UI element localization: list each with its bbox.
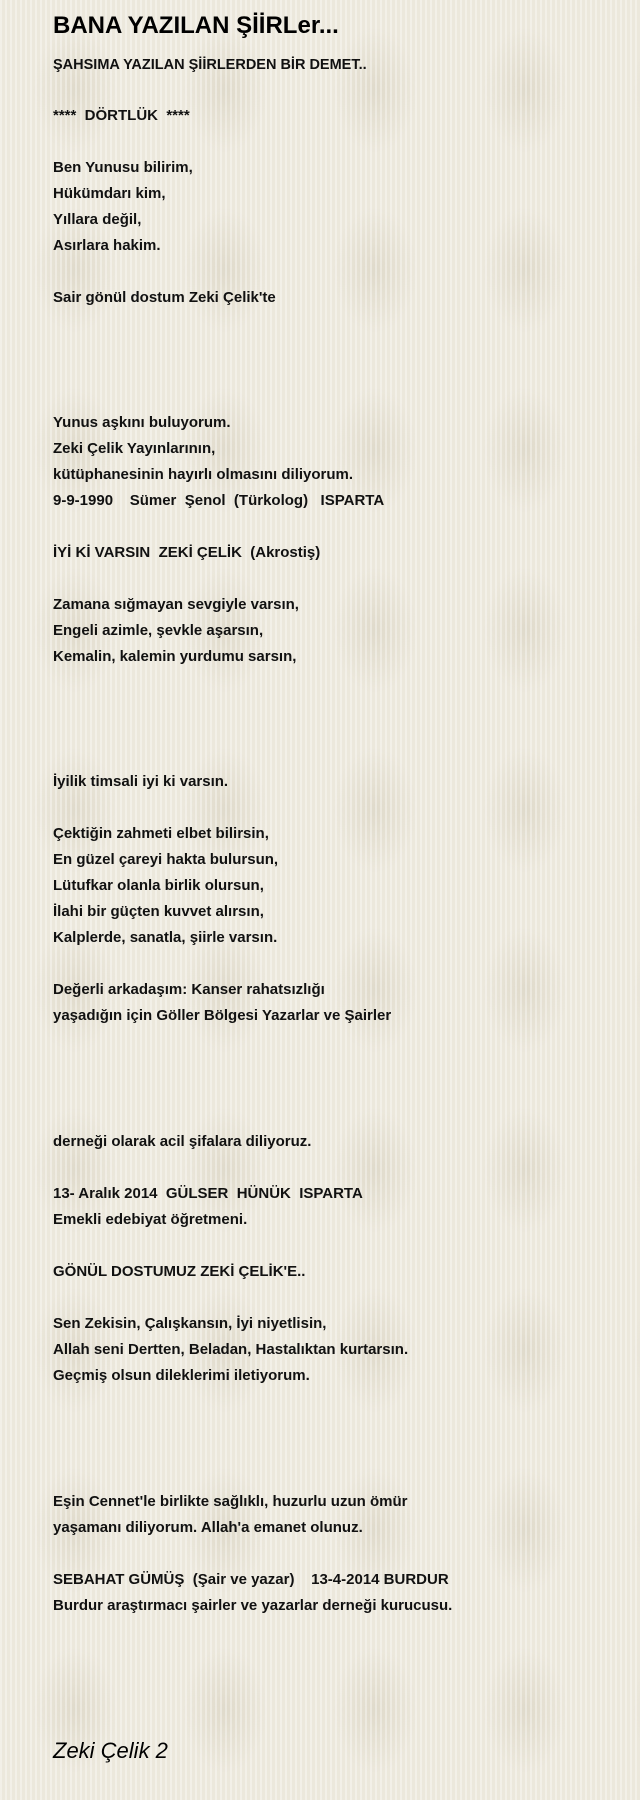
poem-line: Kemalin, kalemin yurdumu sarsın,	[53, 648, 297, 665]
poem-line: İyilik timsali iyi ki varsın.	[53, 773, 229, 790]
poem-header: İYİ Kİ VARSIN ZEKİ ÇELİK (Akrostiş)	[53, 544, 321, 561]
poem-author-title: Burdur araştırmacı şairler ve yazarlar derneği kurucusu.	[53, 1597, 453, 1614]
poem-line: kütüphanesinin hayırlı olmasını diliyorum.	[53, 466, 354, 483]
page-subtitle: ŞAHSIMA YAZILAN ŞİİRLERDEN BİR DEMET..	[53, 57, 367, 73]
page-signature: Zeki Çelik 2	[53, 1738, 168, 1763]
poem-line: Kalplerde, sanatla, şiirle varsın.	[53, 929, 278, 946]
poem-line: Yıllara değil,	[53, 211, 142, 228]
poem-line: En güzel çareyi hakta bulursun,	[53, 851, 279, 868]
poem-dedication: Sair gönül dostum Zeki Çelik'te	[53, 289, 276, 306]
poem-line: Hükümdarı kim,	[53, 185, 166, 202]
poem-author: SEBAHAT GÜMÜŞ (Şair ve yazar) 13-4-2014 BURDUR	[53, 1571, 449, 1588]
poem-line: Zeki Çelik Yayınlarının,	[53, 440, 216, 457]
poem-line: Allah seni Dertten, Beladan, Hastalıktan kurtarsın.	[53, 1341, 409, 1358]
poem-line: Ben Yunusu bilirim,	[53, 159, 193, 176]
poem-line: Asırlara hakim.	[53, 237, 161, 254]
poem-line: Çektiğin zahmeti elbet bilirsin,	[53, 825, 269, 842]
poem-line: Sen Zekisin, Çalışkansın, İyi niyetlisin,	[53, 1315, 327, 1332]
poem-author: 13- Aralık 2014 GÜLSER HÜNÜK ISPARTA	[53, 1185, 363, 1202]
poem-line: İlahi bir güçten kuvvet alırsın,	[53, 903, 264, 920]
poem-author: 9-9-1990 Sümer Şenol (Türkolog) ISPARTA	[53, 492, 385, 509]
poem-note: yaşadığın için Göller Bölgesi Yazarlar ve Şairler	[53, 1007, 392, 1024]
poem-author-title: Emekli edebiyat öğretmeni.	[53, 1211, 248, 1228]
poem-line: Zamana sığmayan sevgiyle varsın,	[53, 596, 299, 613]
poem-header: GÖNÜL DOSTUMUZ ZEKİ ÇELİK'E..	[53, 1263, 306, 1280]
poem-note: Değerli arkadaşım: Kanser rahatsızlığı	[53, 981, 325, 998]
poem-note: derneği olarak acil şifalara diliyoruz.	[53, 1133, 312, 1150]
poem-line: yaşamanı diliyorum. Allah'a emanet olunuz.	[53, 1519, 363, 1536]
poem-line: Engeli azimle, şevkle aşarsın,	[53, 622, 264, 639]
dortluk-header: **** DÖRTLÜK ****	[53, 107, 190, 124]
page-title: BANA YAZILAN ŞİİRLer...	[53, 12, 339, 39]
poem-line: Lütufkar olanla birlik olursun,	[53, 877, 264, 894]
poem-line: Eşin Cennet'le birlikte sağlıklı, huzurlu uzun ömür	[53, 1493, 408, 1510]
poem-line: Geçmiş olsun dileklerimi iletiyorum.	[53, 1367, 310, 1384]
poem-line: Yunus aşkını buluyorum.	[53, 414, 231, 431]
